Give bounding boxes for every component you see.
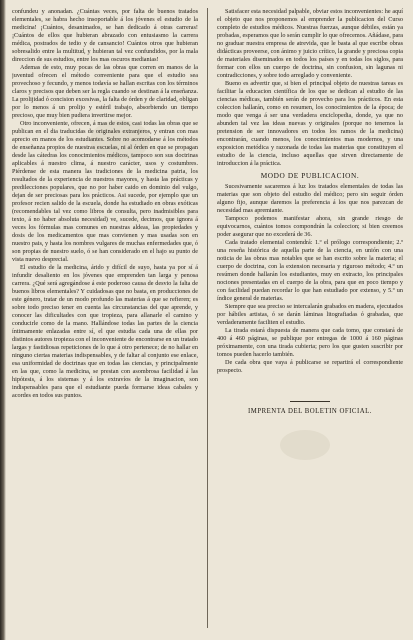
paragraph: Cada tratado elemental contendrá: 1.º el prólogo correspondiente; 2.º una reseña histórica de aquella parte de la ciencia, en unión con una noticia de las obras mas notables que se han escrito sobre la materia; el cuerpo de doctrina, con la extension necesaria y riguroso método; 4.º un resúmen donde hallarán los estudiantes, muy en extracto, los principales nociones presentadas en el cuerpo de la obra, para que en poco tiempo y con facilidad puedan recordar lo que han estudiado por extenso, y 5.º un índice general de materias. — [217, 239, 403, 302]
paragraph: Satisfacer esta necesidad palpable, obviar estos inconvenientes: he aquí el objeto que nos proponemos al emprender la publicacion del Curso completo de estudios médicos. Nuestras fuerzas, aunque débiles, están ya probadas, esperamos que lo serán cumplir lo que ofrecemos. Añádase, para no graduar nuestra empresa de atrevida, que le basta al que escribe obras didácticas proveerse, con ánimo y juicio crítico, la grande y preciosa copia de materiales diseminados en todos los países y en todas los siglos, para formar con ellos un cuerpo de doctrina, sin confusion, sin lagunas ni contradicciones, y sobre todo arreglado y conveniente. — [217, 8, 403, 79]
printer-imprint: IMPRENTA DEL BOLETIN OFICIAL. — [248, 407, 372, 415]
page-binding-shadow — [0, 0, 6, 640]
imprint-rule — [290, 401, 330, 402]
paragraph: Sucesivamente sacaremos á luz los tratados elementales de todas las materias que son objeto del estudio del médico; pero sin seguir órden alguno fijo, aunque daremos la preferencia á los que nos parezcan de necesidad mas apremiante. — [217, 183, 403, 214]
left-column — [12, 8, 198, 633]
paragraph: Siempre que sea preciso se intercalarán grabados en madera, ejecutados por hábiles artistas, ó se darán láminas litografiadas ó grabadas, que verdaderamente faciliten el estudio. — [217, 303, 403, 326]
paragraph: El estudio de la medicina, árido y difícil de suyo, hasta ya por sí á infundir desaliento en los jóvenes que emprenden tan larga y penosa carrera. ¿Qué será agregándose á este poderoso causa de desvio la falta de buenos libros elementales? Y cuidadosas que no basta, en producciones de este género, tratar de un modo profundo las materias á que se refieren; es sobre todo preciso tener en cuenta las circunstancias del que aprende, y conocer las dificultades con que tropieza, para allanarle el camino y conducirle como de la mano. Hallándose todas las partes de la ciencia íntimamente enlazadas entre sí, el que estudia cada una de ellas por distintos autores tropieza con el inconveniente de encontrarse en un tratado largas y fastidiosas repeticiones de lo que á otro pertenece; de no hallar en ninguno ciertas materias indispensables, y de faltar al conjunto ese enlace, esa uniformidad de doctrinas que en todas las ciencias, y principalmente en las que, como la medicina, se prestan con asombrosa facilidad á las hipótesis, á los sistemas y á los extravíos de la imaginacion, son indispensables para que el estudiante pueda formarse ideas cabales y acordes en todos sus puntos. — [12, 264, 198, 399]
section-heading: MODO DE PUBLICACION. — [260, 171, 360, 180]
paragraph: Tampoco podemos manifestar ahora, sin grande riesgo de equivocarnos, cuántos tomos compondrán la coleccion; si bien creemos poder asegurar que no excederá de 36. — [217, 215, 403, 238]
right-column — [217, 8, 403, 633]
column-divider — [207, 8, 208, 628]
paragraph: confundeu y anonadan. ¿Cuántas veces, por falta de buenos tratados elementales, se habra hecho insoportable á los jóvenes el estudio de la medicina! ¡Cuántos, desanimados, se han dedicado á otras carreras! ¡Cuántos de ellos que hubieran abrazado con entusiasmo la carrera médica, postrados de tedio y de cansancio! Cuántos otros que hubieran sobresalido entre la multitud, y hubieran tal vez confundidos, por la mala direccion de sus estudios, entre los mas oscuros medianias! — [12, 8, 198, 63]
paragraph: Ademas de esto, muy pocas de las obras que corren en manos de la juventud ofrecen el método conveniente para que el estudio sea provechoso y fecundo, y menos todavía se hallan escritas con los términos claros y precisos que deben ser la regla cuando se destinan á la enseñanza. La prolijidad ó concision excesivas, la falta de órden y de claridad, obligan por lo menos á un prolijo y estéril trabajo, absorbiendo un tiempo precioso, que muy bien pudiera invertirse mejor. — [12, 64, 198, 119]
paragraph: La tirada estará dispuesta de manera que cada tomo, que constará de 400 á 460 páginas, se publique por entregas de 1000 á 160 páginas próximamente, con una tirada cubierta; pero los que gusten suscribir por tomos pueden hacerlo también. — [217, 327, 403, 358]
paragraph: Bueno es advertir que, si bien el principal objeto de nuestras tareas es facilitar la educacion científica de los que se dedican al estudio de las ciencias médicas, también serán de provecho para los prácticos. En esta coleccion hallarán, como en resumen, los conocimientos de la época; de modo que venga á ser una verdadera enciclopedia, donde, ya que no abunden tal vez las ideas nuevas y originales (porque no tenemos la pretension de ser innovadores en todos los ramos de la medicina) encontrarán, cuando menos, los conocimientos mas modernos, y una exposicion metódica y razonada de todas las materias que constituyen el estudio de la ciencia, incluso aquellas que sirven directamente de introduccion á la práctica. — [217, 80, 403, 167]
paragraph: De cada obra que vaya á publicarse se repartirá el correspondiente prospecto. — [217, 359, 403, 374]
paragraph: Otro inconveniente, ofrecen, á mas de estos, casi todas las obras que se publican en el dia traducidas de originales extranjeros, y entran con mas aprecio en manos de los estudiantes. Sobre no acomodarse á los métodos de enseñanza propios de nuestras escuelas, ni al órden en que se propagan desde las cátedras los conocimientos médicos, tampoco son sus doctrinas aplicables á nuestro clima, á nuestro carácter, usos y costumbres. Piérdense de esta manera las tradiciones de la medicina patria, los resultados de la experiencia de nuestros mayores, y hasta las prácticas y predilecciones populares, que no por haber caido en dominio del vulgo, dejan de ser preciosas para los prácticos. Asi sucede, por ejemplo que un profesor recien salido de la escuela, donde ha estudiado en obras exóticas (recomendables tal vez como libros de consulta, pero inadmisibles para texto, á no haber absoluta necesidad) ve, sucede, decimos, que ignora á veces los fórmulas mas comunes en nuestras aldeas, las propiedades y dosis de los medicamentos que mas convienen y mas usadas son en nuestro pais, y hasta los nombres vulgares de muchas enfermedades que, ó son propias de nuestro suelo, ó se han considerado en el hajo su punto de vista nuevo desprecial. — [12, 120, 198, 263]
